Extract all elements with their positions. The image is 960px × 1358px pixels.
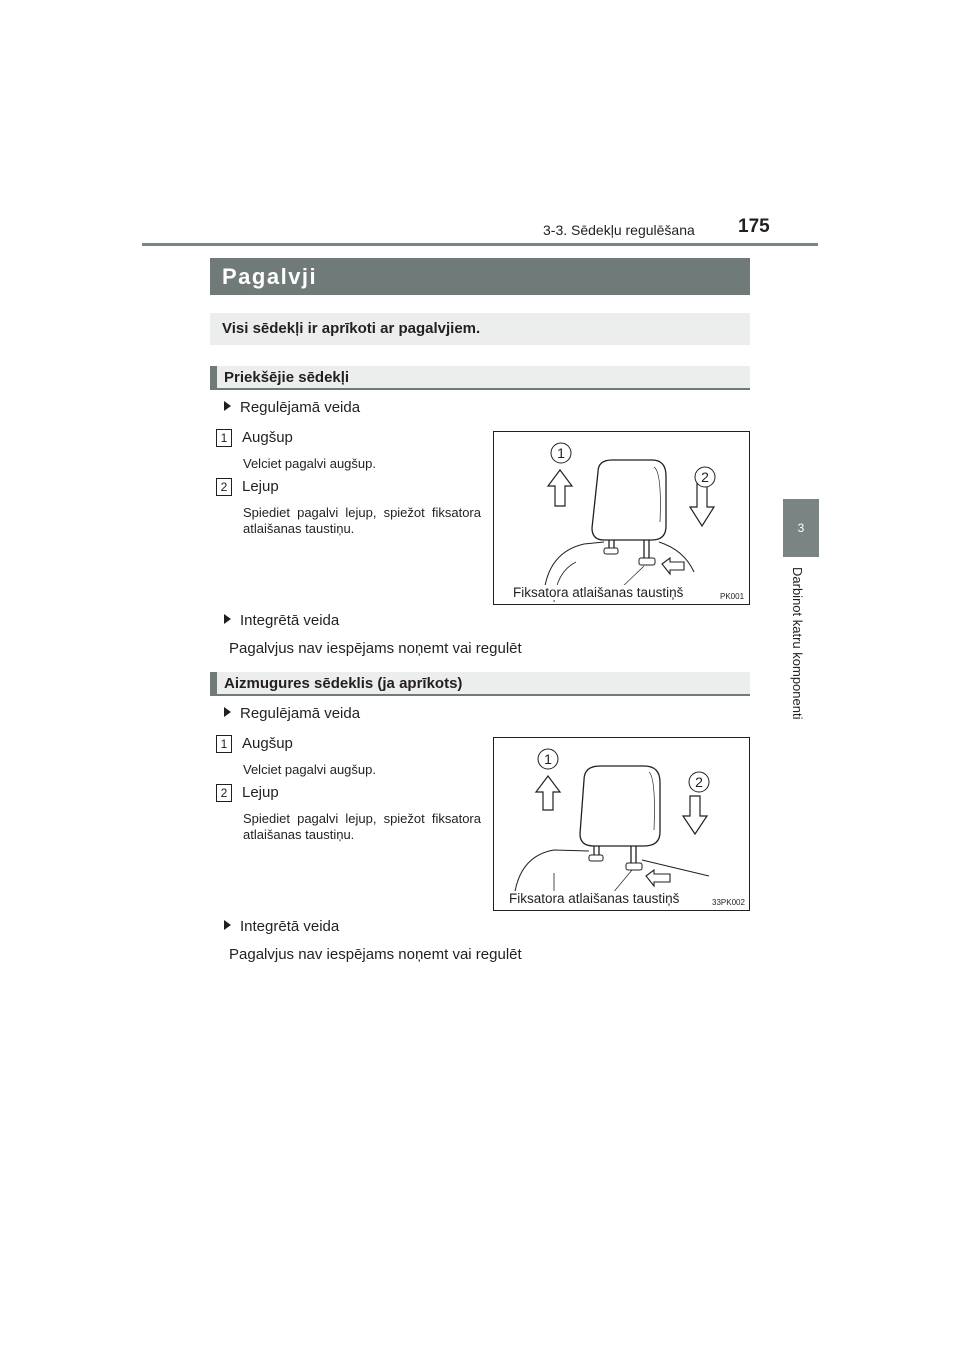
front-adjustable-label: Regulējamā veida bbox=[240, 399, 361, 416]
heading-bar bbox=[210, 672, 217, 696]
front-integrated-text: Pagalvjus nav iespējams noņemt vai regulēt bbox=[229, 640, 522, 657]
triangle-bullet-icon bbox=[224, 920, 231, 930]
front-figure-code: PK001 bbox=[720, 592, 745, 601]
front-item-1-desc: Velciet pagalvi augšup. bbox=[243, 456, 376, 471]
button-arrow-icon bbox=[662, 558, 684, 574]
rear-headrest-illustration bbox=[494, 738, 749, 910]
triangle-bullet-icon bbox=[224, 401, 231, 411]
front-figure-num-2: 2 bbox=[701, 469, 709, 485]
front-seats-heading-text: Priekšējie sēdekļi bbox=[224, 369, 350, 386]
front-item-2-number: 2 bbox=[216, 478, 232, 496]
down-arrow-icon bbox=[690, 484, 714, 526]
heading-bar bbox=[210, 366, 217, 390]
rear-item-2-label: Lejup bbox=[242, 784, 279, 801]
rear-integrated-bullet bbox=[224, 918, 339, 935]
chapter-title: Darbinot katru komponenti bbox=[790, 567, 805, 720]
rear-adjustable-label: Regulējamā veida bbox=[240, 705, 361, 722]
page-title: Pagalvji bbox=[210, 258, 750, 295]
header-rule bbox=[142, 243, 818, 246]
up-arrow-icon bbox=[548, 470, 572, 506]
front-seats-heading bbox=[210, 366, 750, 390]
rear-figure-num-2: 2 bbox=[695, 774, 703, 790]
rear-figure-num-1: 1 bbox=[544, 751, 552, 767]
front-item-2-desc: Spiediet pagalvi lejup, spiežot fiksatora atlaišanas taustiņu. bbox=[243, 505, 481, 536]
rear-integrated-text: Pagalvjus nav iespējams noņemt vai regulēt bbox=[229, 946, 522, 963]
intro-text: Visi sēdekļi ir aprīkoti ar pagalvjiem. bbox=[210, 313, 750, 345]
front-figure-caption: Fiksatora atlaišanas taustiņš bbox=[513, 585, 684, 600]
triangle-bullet-icon bbox=[224, 707, 231, 717]
chapter-tab: 3 bbox=[783, 499, 819, 557]
rear-integrated-label: Integrētā veida bbox=[240, 918, 340, 935]
front-adjustable-bullet bbox=[224, 399, 360, 416]
down-arrow-icon bbox=[683, 796, 707, 834]
rear-seat-heading-text: Aizmugures sēdeklis (ja aprīkots) bbox=[224, 675, 463, 692]
front-item-1-number: 1 bbox=[216, 429, 232, 447]
front-integrated-bullet bbox=[224, 612, 339, 629]
rear-item-2-number: 2 bbox=[216, 784, 232, 802]
rear-item-2-desc: Spiediet pagalvi lejup, spiežot fiksatora atlaišanas taustiņu. bbox=[243, 811, 481, 842]
rear-item-1-number: 1 bbox=[216, 735, 232, 753]
button-arrow-icon bbox=[646, 870, 670, 886]
rear-item-1-label: Augšup bbox=[242, 735, 293, 752]
up-arrow-icon bbox=[536, 776, 560, 810]
front-figure-num-1: 1 bbox=[557, 445, 565, 461]
section-title: 3-3. Sēdekļu regulēšana bbox=[543, 222, 695, 238]
front-item-2-label: Lejup bbox=[242, 478, 279, 495]
triangle-bullet-icon bbox=[224, 614, 231, 624]
rear-seat-heading bbox=[210, 672, 750, 696]
front-headrest-figure bbox=[493, 431, 750, 605]
front-headrest-illustration bbox=[494, 432, 749, 604]
rear-adjustable-bullet bbox=[224, 705, 360, 722]
rear-headrest-figure bbox=[493, 737, 750, 911]
headrest-shape bbox=[580, 766, 660, 846]
front-integrated-label: Integrētā veida bbox=[240, 612, 340, 629]
page-number: 175 bbox=[738, 216, 770, 237]
headrest-shape bbox=[592, 460, 666, 540]
rear-item-1-desc: Velciet pagalvi augšup. bbox=[243, 762, 376, 777]
rear-figure-code: 33PK002 bbox=[712, 898, 745, 907]
front-item-1-label: Augšup bbox=[242, 429, 293, 446]
rear-figure-caption: Fiksatora atlaišanas taustiņš bbox=[509, 891, 680, 906]
